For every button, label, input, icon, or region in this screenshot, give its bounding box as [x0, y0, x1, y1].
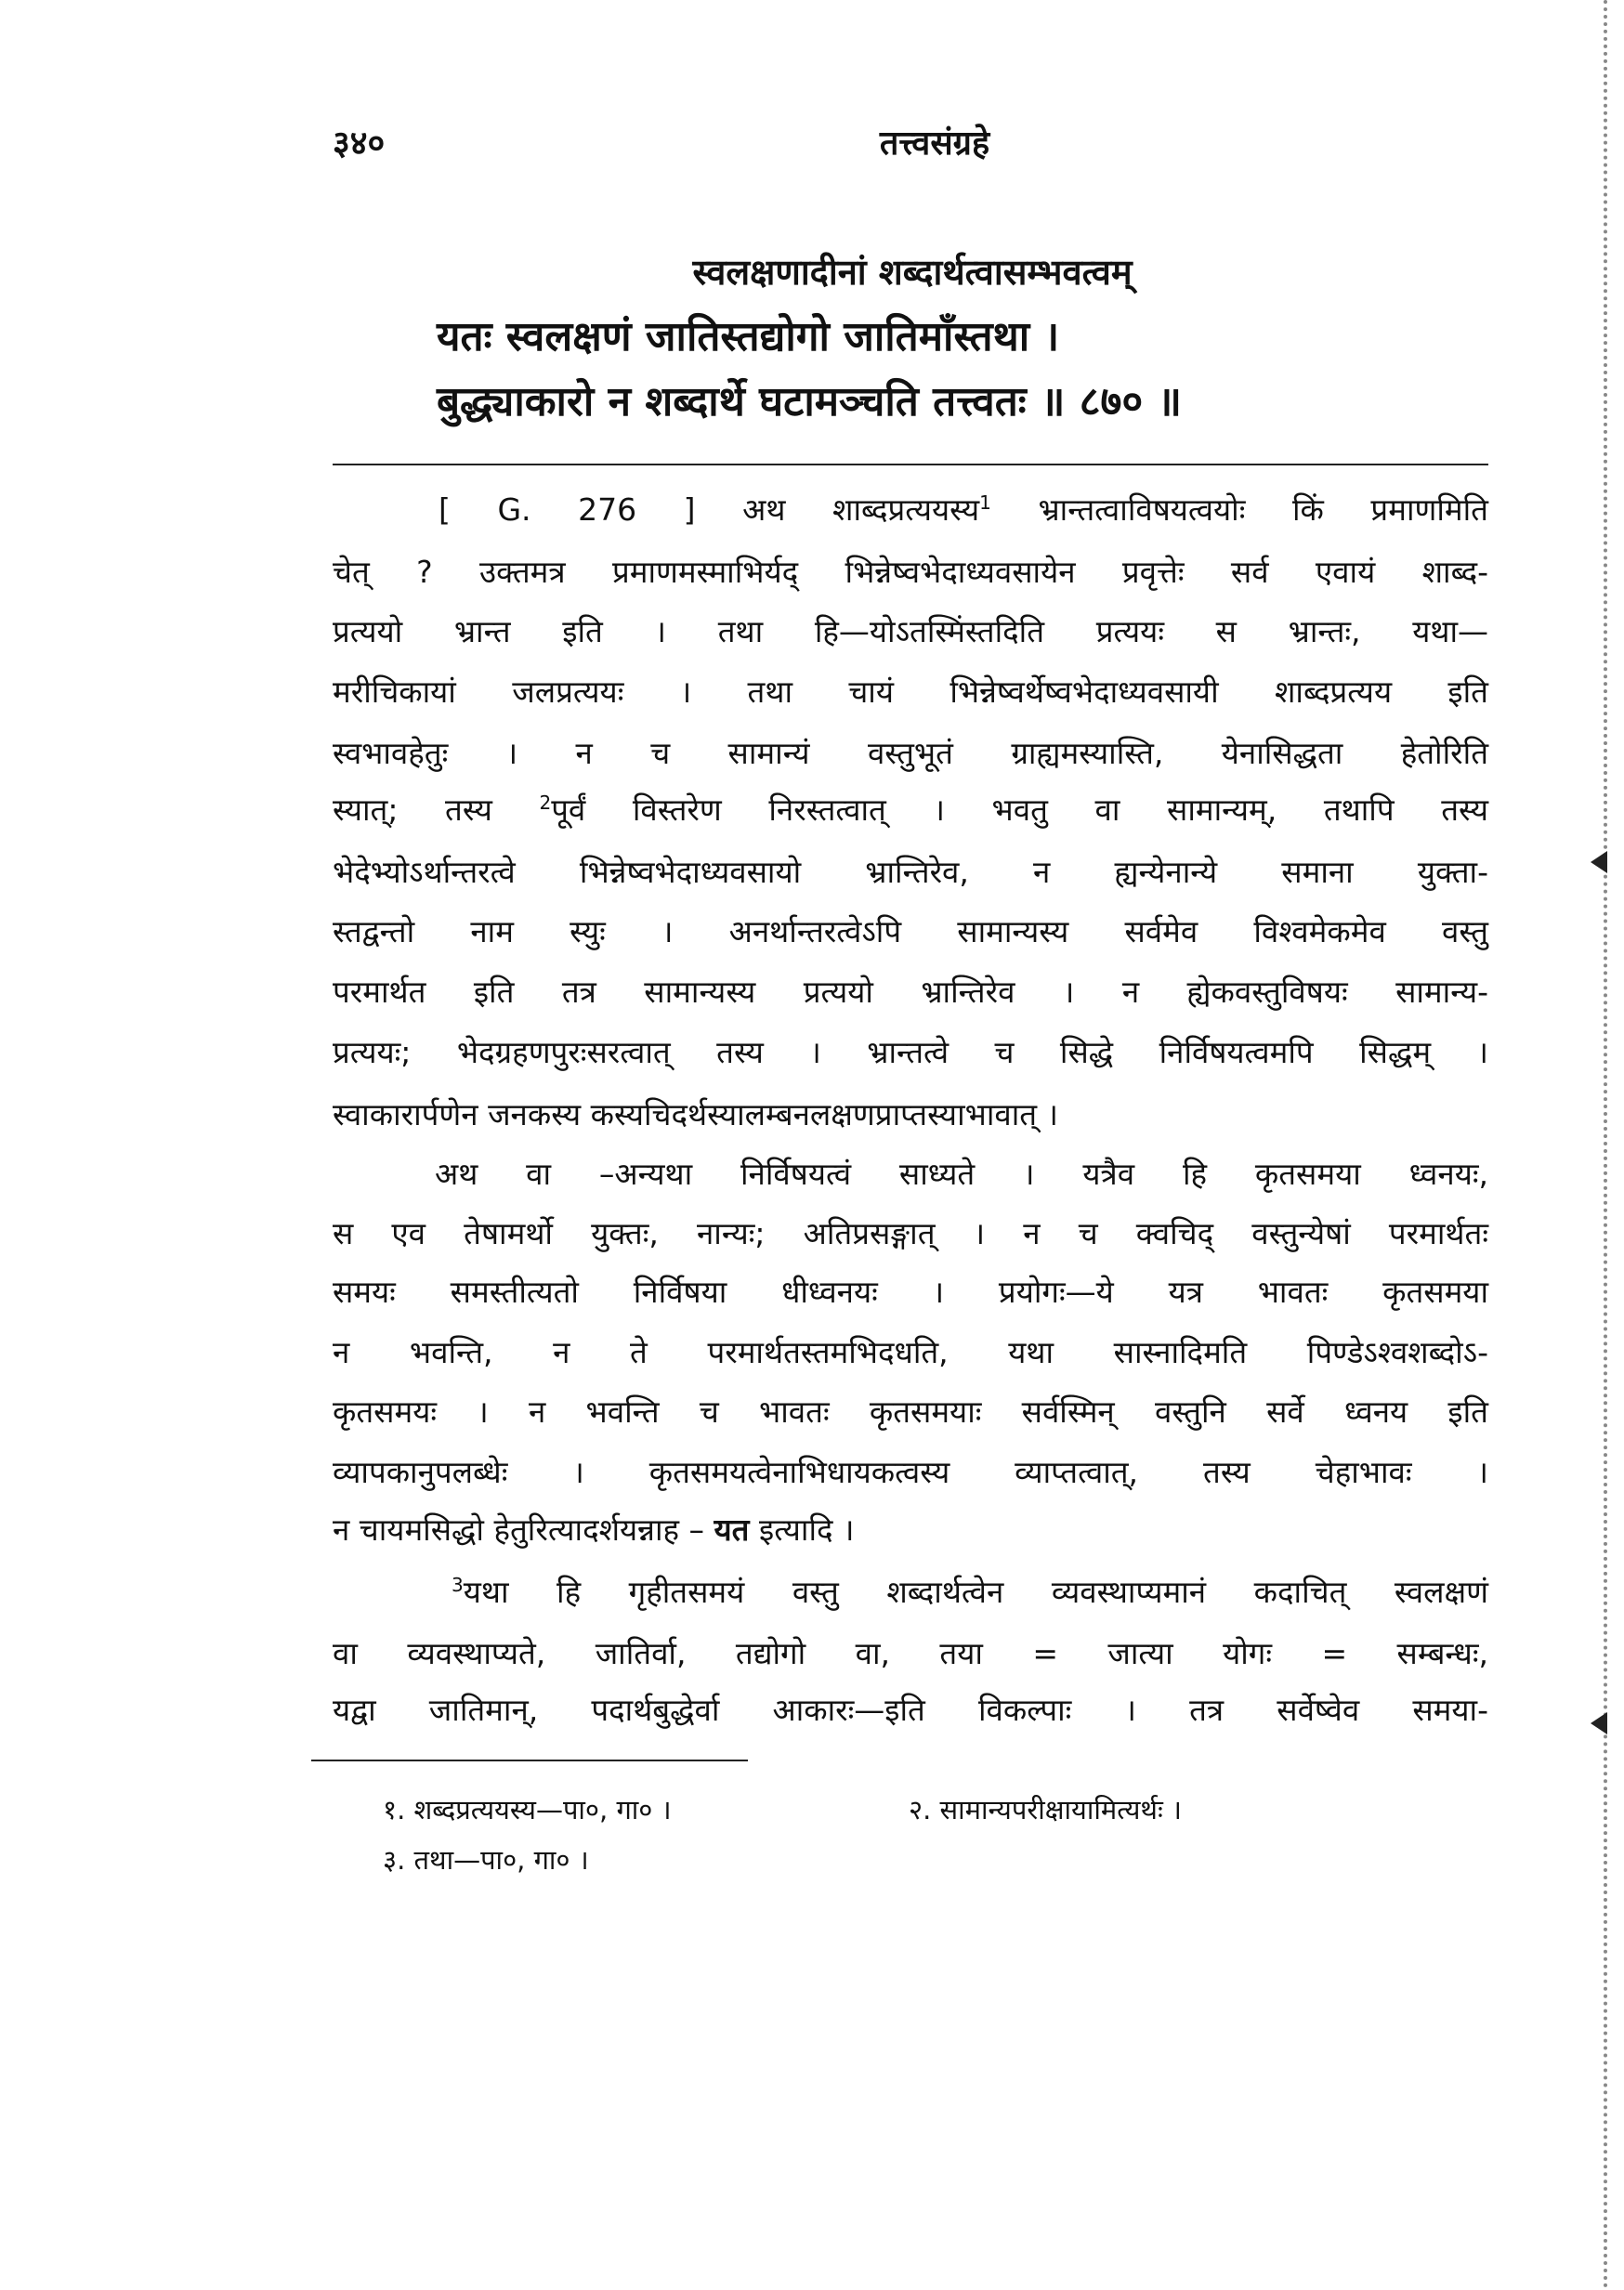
- text-line: [435, 1145, 1488, 1204]
- text-segment: स एव तेषामर्थो युक्तः, नान्यः; अतिप्रसङ्गात् । न च क्वचिद् वस्तुन्येषां परमार्थतः: [333, 1215, 1488, 1251]
- text-line: [333, 1085, 1488, 1145]
- section-heading: स्वलक्षणादीनां शब्दार्थत्वासम्भवत्वम्: [692, 252, 1133, 293]
- text-line: [333, 1443, 1488, 1502]
- text-segment: मरीचिकायां जलप्रत्ययः । तथा चायं भिन्नेष्वर्थेष्वभेदाध्यवसायी शाब्दप्रत्यय इति: [333, 674, 1488, 710]
- text-segment: यथा हि गृहीतसमयं वस्तु शब्दार्थत्वेन व्यवस्थाप्यमानं कदाचित् स्वलक्षणं: [463, 1574, 1488, 1610]
- text-line: [439, 480, 1488, 540]
- footnote-divider: [311, 1760, 748, 1761]
- text-line: [333, 1204, 1488, 1263]
- text-segment: स्तद्वन्तो नाम स्युः । अनर्थान्तरत्वेऽपि सामान्यस्य सर्वमेव विश्वमेकमेव वस्तु: [333, 913, 1488, 949]
- verse-line-2: बुद्ध्याकारो न शब्दार्थे घटामञ्चति तत्त्वतः ॥ ८७० ॥: [437, 378, 1182, 425]
- text-line: [333, 1023, 1488, 1082]
- text-line: [333, 1323, 1488, 1382]
- text-segment: इत्यादि ।: [749, 1511, 855, 1548]
- footnote-3: ३. तथा—पा०, गा० ।: [383, 1844, 589, 1876]
- text-line: [333, 1624, 1488, 1683]
- verse-line-1: यतः स्वलक्षणं जातिस्तद्योगो जातिमाँस्तथा ।: [437, 313, 1060, 360]
- text-segment: व्यापकानुपलब्धेः । कृतसमयत्वेनाभिधायकत्वस्य व्याप्तत्वात्, तस्य चेहाभावः ।: [333, 1454, 1488, 1490]
- text-line: [333, 1681, 1488, 1740]
- text-line: [333, 602, 1488, 661]
- footnote-1: १. शब्दप्रत्ययस्य—पा०, गा० ।: [383, 1794, 672, 1825]
- footnote-marker: 1: [979, 491, 991, 514]
- text-line: [333, 1500, 1488, 1560]
- binding-edge: [1604, 0, 1607, 2290]
- text-segment: समयः समस्तीत्यतो निर्विषया धीध्वनयः । प्रयोगः—ये यत्र भावतः कृतसमया: [333, 1274, 1488, 1310]
- text-line: [333, 724, 1488, 783]
- text-segment: स्यात्; तस्य: [333, 792, 540, 828]
- text-line: [333, 780, 1488, 840]
- text-segment: [ G. 276 ] अथ शाब्दप्रत्ययस्य: [439, 491, 980, 528]
- footnote-2: २. सामान्यपरीक्षायामित्यर्थः ।: [909, 1794, 1183, 1825]
- edge-arrow-mark: [1591, 851, 1607, 873]
- text-segment: प्रत्ययो भ्रान्त इति । तथा हि—योऽतस्मिंस्तदिति प्रत्ययः स भ्रान्तः, यथा—: [333, 613, 1488, 649]
- text-line: [333, 662, 1488, 722]
- edge-arrow-mark: [1591, 1712, 1607, 1734]
- text-segment: परमार्थत इति तत्र सामान्यस्य प्रत्ययो भ्रान्तिरेव । न ह्येकवस्तुविषयः सामान्य-: [333, 974, 1488, 1010]
- verse-pratika: यत: [714, 1511, 750, 1548]
- text-segment: भ्रान्तत्वाविषयत्वयोः किं प्रमाणमिति: [990, 491, 1488, 528]
- text-segment: पूर्वं विस्तरेण निरस्तत्वात् । भवतु वा सामान्यम्, तथापि तस्य: [551, 792, 1488, 828]
- text-line: [452, 1563, 1488, 1622]
- text-segment: कृतसमयः । न भवन्ति च भावतः कृतसमयाः सर्वस्मिन् वस्तुनि सर्वे ध्वनय इति: [333, 1394, 1488, 1430]
- footnote-marker: 3: [452, 1574, 464, 1596]
- text-line: [333, 962, 1488, 1022]
- page-number: ३४०: [333, 124, 386, 163]
- text-segment: न चायमसिद्धो हेतुरित्यादर्शयन्नाह –: [333, 1511, 714, 1548]
- verse-divider: [333, 464, 1488, 465]
- text-segment: अथ वा –अन्यथा निर्विषयत्वं साध्यते । यत्रैव हि कृतसमया ध्वनयः,: [435, 1156, 1488, 1192]
- text-segment: स्वाकारार्पणेन जनकस्य कस्यचिदर्थस्यालम्बनलक्षणप्राप्तस्याभावात् ।: [333, 1096, 1059, 1132]
- text-segment: स्वभावहेतुः । न च सामान्यं वस्तुभूतं ग्राह्यमस्यास्ति, येनासिद्धता हेतोरिति: [333, 735, 1488, 771]
- text-segment: चेत् ? उक्तमत्र प्रमाणमस्माभिर्यद् भिन्नेष्वभेदाध्यवसायेन प्रवृत्तेः सर्व एवायं शाब्द-: [333, 554, 1488, 590]
- text-line: [333, 1263, 1488, 1322]
- running-title: तत्त्वसंग्रहे: [879, 124, 990, 163]
- text-line: [333, 1382, 1488, 1442]
- text-segment: न भवन्ति, न ते परमार्थतस्तमभिदधति, यथा सास्नादिमति पिण्डेऽश्वशब्दोऽ-: [333, 1334, 1488, 1370]
- text-line: [333, 902, 1488, 962]
- text-segment: वा व्यवस्थाप्यते, जातिर्वा, तद्योगो वा, तया = जात्या योगः = सम्बन्धः,: [333, 1635, 1488, 1671]
- text-line: [333, 843, 1488, 902]
- text-line: [333, 543, 1488, 602]
- footnote-marker: 2: [539, 792, 552, 814]
- text-segment: प्रत्ययः; भेदग्रहणपुरःसरत्वात् तस्य । भ्रान्तत्वे च सिद्धे निर्विषयत्वमपि सिद्धम् ।: [333, 1034, 1488, 1070]
- text-segment: भेदेभ्योऽर्थान्तरत्वे भिन्नेष्वभेदाध्यवसायो भ्रान्तिरेव, न ह्यन्येनान्ये समाना युक्ता-: [333, 854, 1488, 890]
- text-segment: यद्वा जातिमान्, पदार्थबुद्धेर्वा आकारः—इति विकल्पाः । तत्र सर्वेष्वेव समया-: [333, 1692, 1488, 1728]
